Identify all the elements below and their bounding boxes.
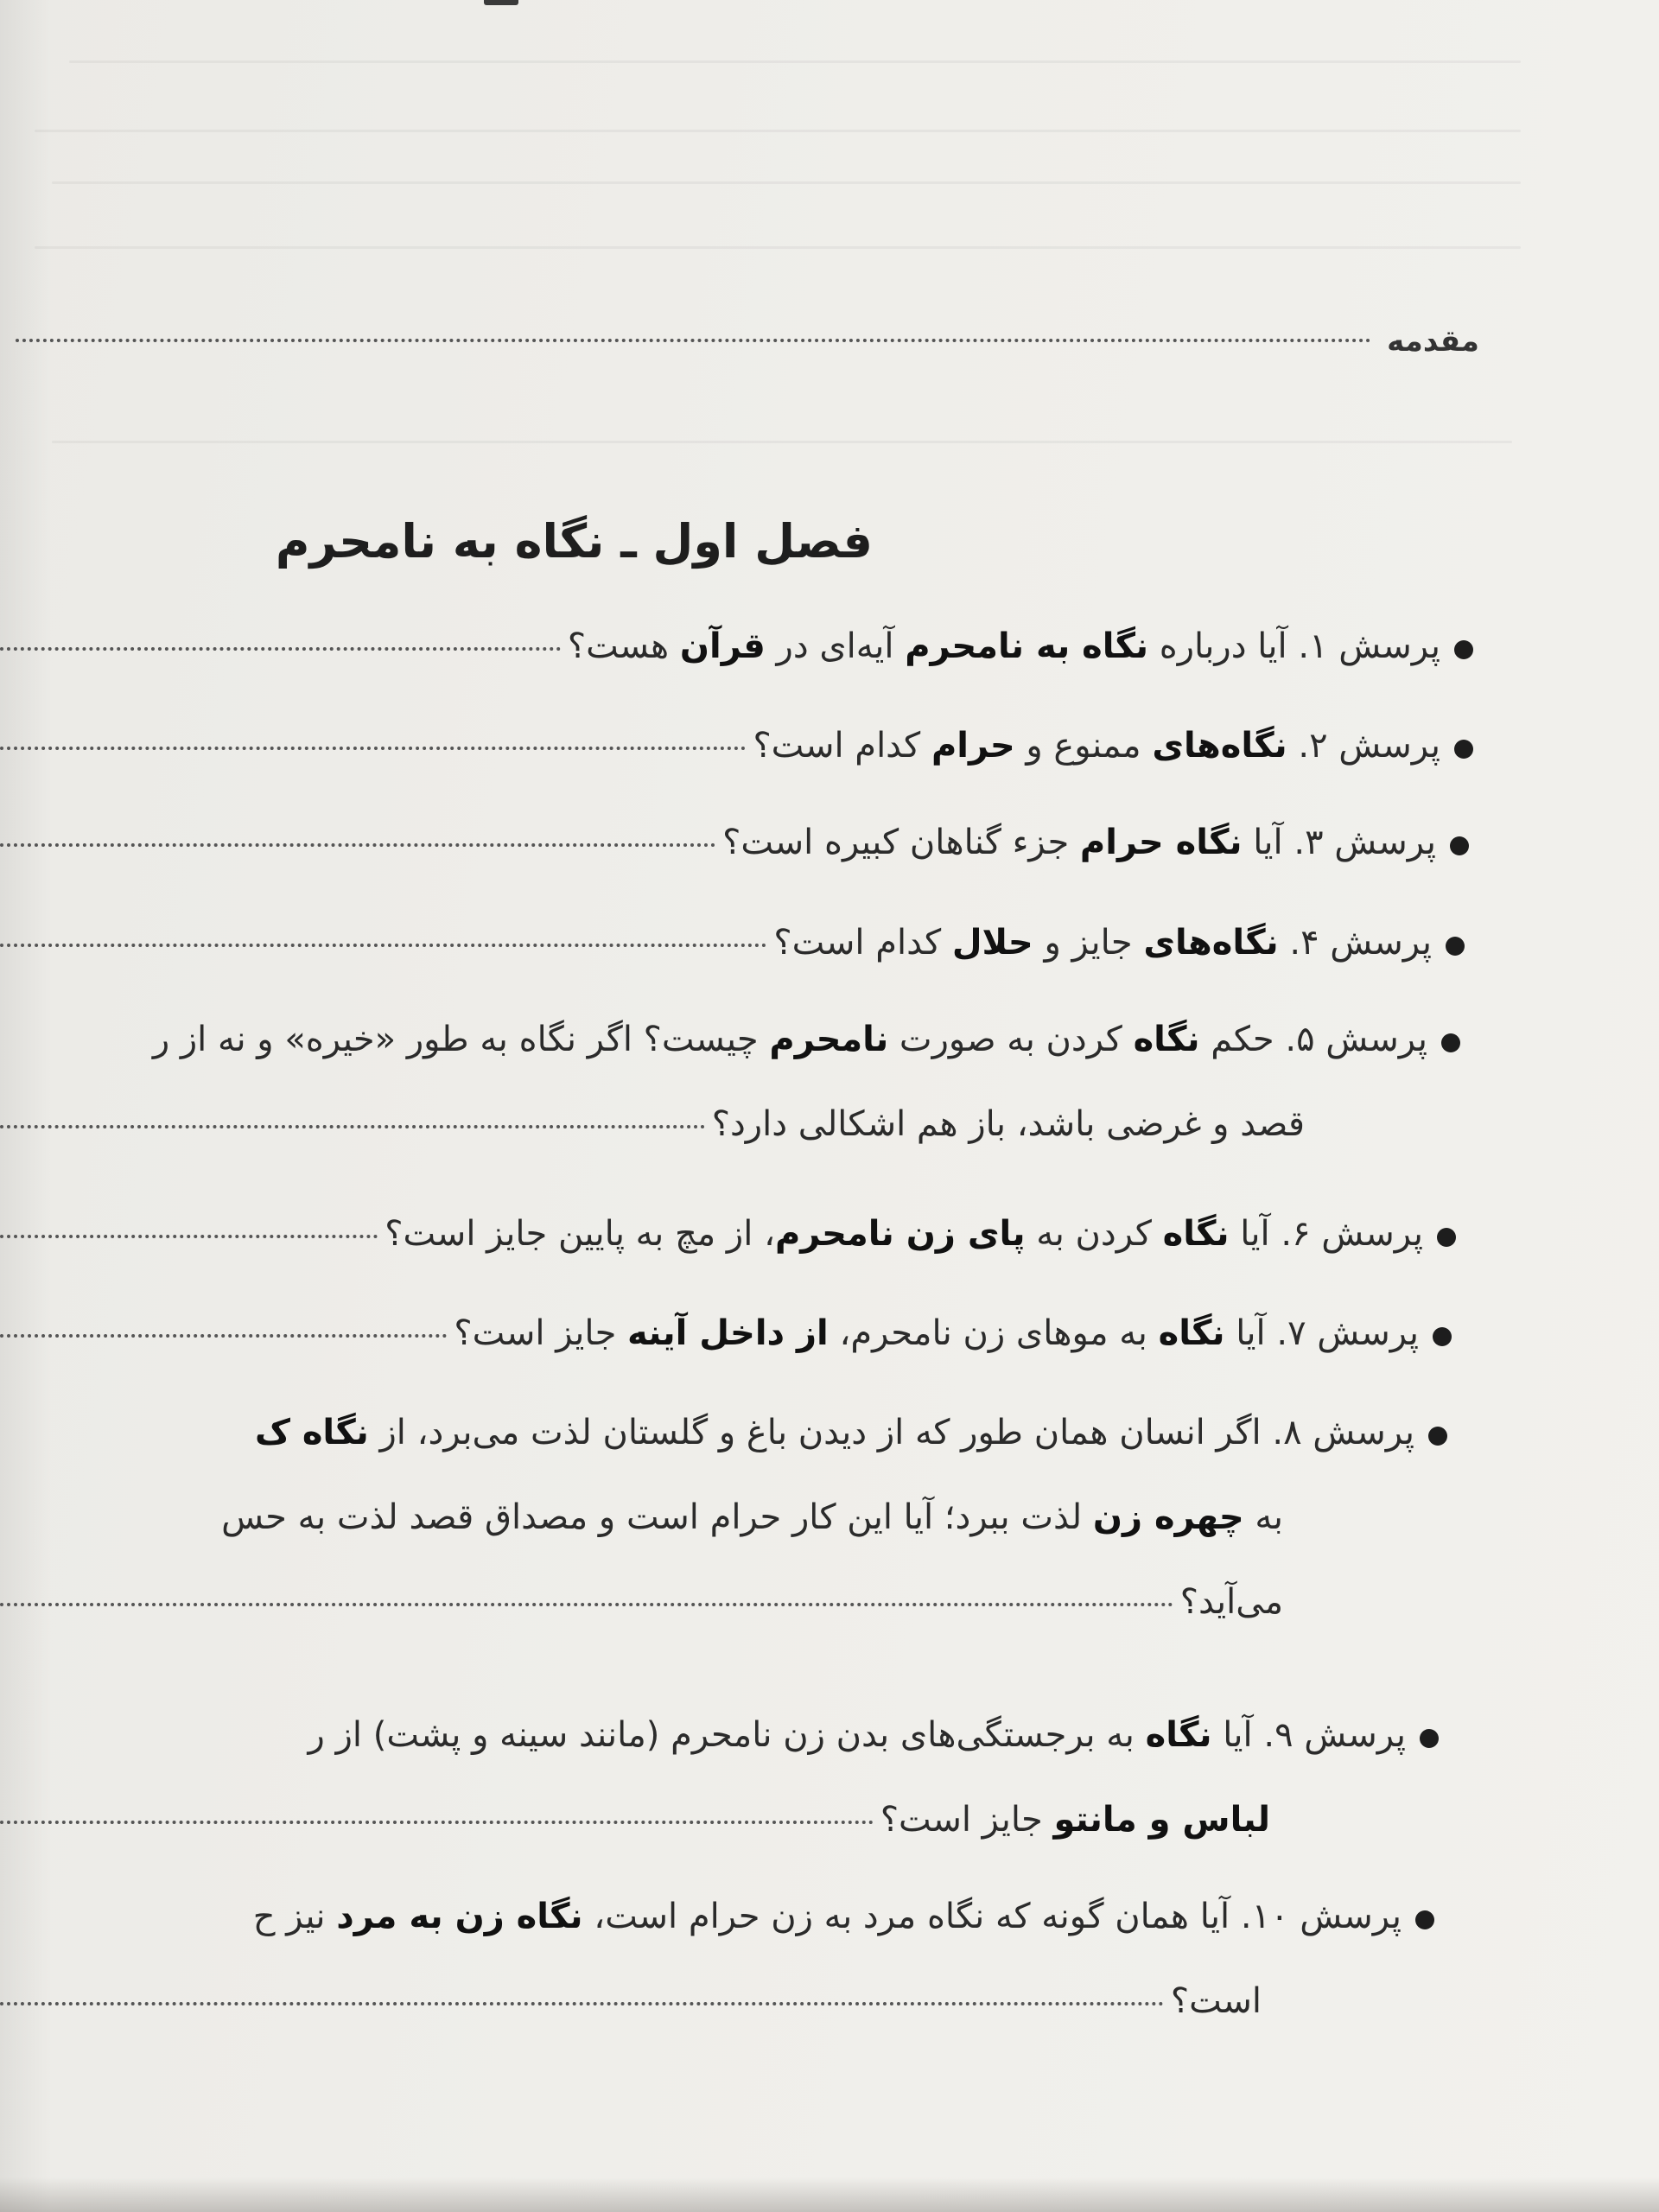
- question-item[interactable]: [0, 1897, 1434, 2042]
- bullet-icon: [1437, 1228, 1456, 1247]
- question-text: پرسش ۱۰. آیا همان گونه که نگاه مرد به زن حرام است، نگاه زن به مرد نیز ح: [252, 1897, 1402, 1936]
- bullet-icon: [1441, 1033, 1460, 1052]
- emphasis-text: حرام: [931, 726, 1015, 766]
- question-text: پرسش ۸. اگر انسان همان طور که از دیدن باغ و گلستان لذت می‌برد، از نگاه ک: [254, 1413, 1414, 1452]
- emphasis-text: حلال: [951, 923, 1033, 963]
- emphasis-text: نگاه به نامحرم: [905, 626, 1149, 666]
- question-item[interactable]: [0, 1413, 1447, 1643]
- leader-dots: [0, 646, 561, 651]
- question-text: پرسش ۱. آیا درباره نگاه به نامحرم آیه‌ای در قرآن هست؟: [567, 626, 1440, 666]
- question-text: پرسش ۹. آیا نگاه به برجستگی‌های بدن زن نامحرم (مانند سینه و پشت) از ر: [308, 1715, 1406, 1755]
- emphasis-text: پای زن نامحرم: [774, 1214, 1026, 1254]
- emphasis-text: نگاه ک: [254, 1413, 369, 1452]
- question-text: پرسش ۵. حکم نگاه کردن به صورت نامحرم چیست؟ اگر نگاه به طور «خیره» و نه از ر: [152, 1020, 1427, 1059]
- question-text-cont: به چهره زن لذت ببرد؛ آیا این کار حرام است و مصداق قصد لذت به حس: [221, 1497, 1283, 1537]
- bleed-through-line: [52, 441, 1512, 443]
- bullet-icon: [1446, 937, 1465, 956]
- question-item[interactable]: [0, 1214, 1456, 1274]
- intro-leader-dots: [16, 338, 1371, 342]
- emphasis-text: نگاه‌های: [1152, 726, 1287, 766]
- intro-toc-row[interactable]: [0, 324, 1479, 376]
- question-item[interactable]: [0, 1020, 1460, 1165]
- bleed-through-line: [35, 246, 1521, 249]
- question-text: پرسش ۶. آیا نگاه کردن به پای زن نامحرم، از مچ به پایین جایز است؟: [385, 1214, 1423, 1254]
- question-text-cont: قصد و غرضی باشد، باز هم اشکالی دارد؟: [711, 1104, 1305, 1144]
- question-text-cont: است؟: [1170, 1981, 1262, 2021]
- emphasis-text: نگاه حرام: [1079, 823, 1243, 862]
- chapter-title: فصل اول ـ نگاه به نامحرم: [275, 514, 873, 569]
- question-item[interactable]: [0, 923, 1465, 983]
- bullet-icon: [1415, 1910, 1434, 1929]
- bullet-icon: [1454, 640, 1473, 659]
- question-item[interactable]: [0, 823, 1469, 883]
- page-bottom-edge: [0, 2177, 1659, 2212]
- emphasis-text: از داخل آینه: [627, 1313, 829, 1353]
- leader-dots: [0, 746, 746, 750]
- question-text: پرسش ۴. نگاه‌های جایز و حلال کدام است؟: [773, 923, 1432, 963]
- leader-dots: [0, 2001, 1164, 2005]
- emphasis-text: نگاه: [1145, 1715, 1212, 1755]
- question-item[interactable]: [0, 1313, 1452, 1374]
- previous-page-stub: [484, 0, 518, 5]
- bullet-icon: [1433, 1327, 1452, 1346]
- emphasis-text: نگاه: [1133, 1020, 1200, 1059]
- emphasis-text: لباس و مانتو: [1053, 1800, 1270, 1840]
- question-text: پرسش ۷. آیا نگاه به موهای زن نامحرم، از داخل آینه جایز است؟: [454, 1313, 1419, 1353]
- leader-dots: [0, 1234, 378, 1238]
- intro-label: مقدمه: [1387, 324, 1479, 359]
- question-text: پرسش ۲. نگاه‌های ممنوع و حرام کدام است؟: [753, 726, 1440, 766]
- leader-dots: [0, 1820, 874, 1824]
- emphasis-text: قرآن: [679, 626, 766, 666]
- leader-dots: [0, 943, 766, 947]
- bullet-icon: [1428, 1427, 1447, 1446]
- emphasis-text: نگاه زن به مرد: [336, 1897, 583, 1936]
- question-text-cont: می‌آید؟: [1179, 1582, 1283, 1622]
- bullet-icon: [1420, 1729, 1439, 1748]
- bullet-icon: [1454, 740, 1473, 759]
- leader-dots: [0, 842, 715, 847]
- leader-dots: [0, 1124, 705, 1128]
- emphasis-text: نگاه: [1158, 1313, 1225, 1353]
- question-text-cont: لباس و مانتو جایز است؟: [880, 1800, 1270, 1840]
- emphasis-text: نگاه‌های: [1143, 923, 1279, 963]
- question-text: پرسش ۳. آیا نگاه حرام جزء گناهان کبیره است؟: [722, 823, 1436, 862]
- question-item[interactable]: [0, 726, 1473, 786]
- leader-dots: [0, 1602, 1173, 1606]
- bullet-icon: [1450, 836, 1469, 855]
- emphasis-text: نگاه: [1162, 1214, 1230, 1254]
- emphasis-text: نامحرم: [769, 1020, 889, 1059]
- bleed-through-line: [52, 181, 1521, 184]
- bleed-through-line: [35, 130, 1521, 132]
- emphasis-text: چهره زن: [1092, 1497, 1244, 1537]
- leader-dots: [0, 1333, 447, 1338]
- question-item[interactable]: [0, 626, 1473, 687]
- question-item[interactable]: [0, 1715, 1439, 1860]
- bleed-through-line: [69, 60, 1521, 63]
